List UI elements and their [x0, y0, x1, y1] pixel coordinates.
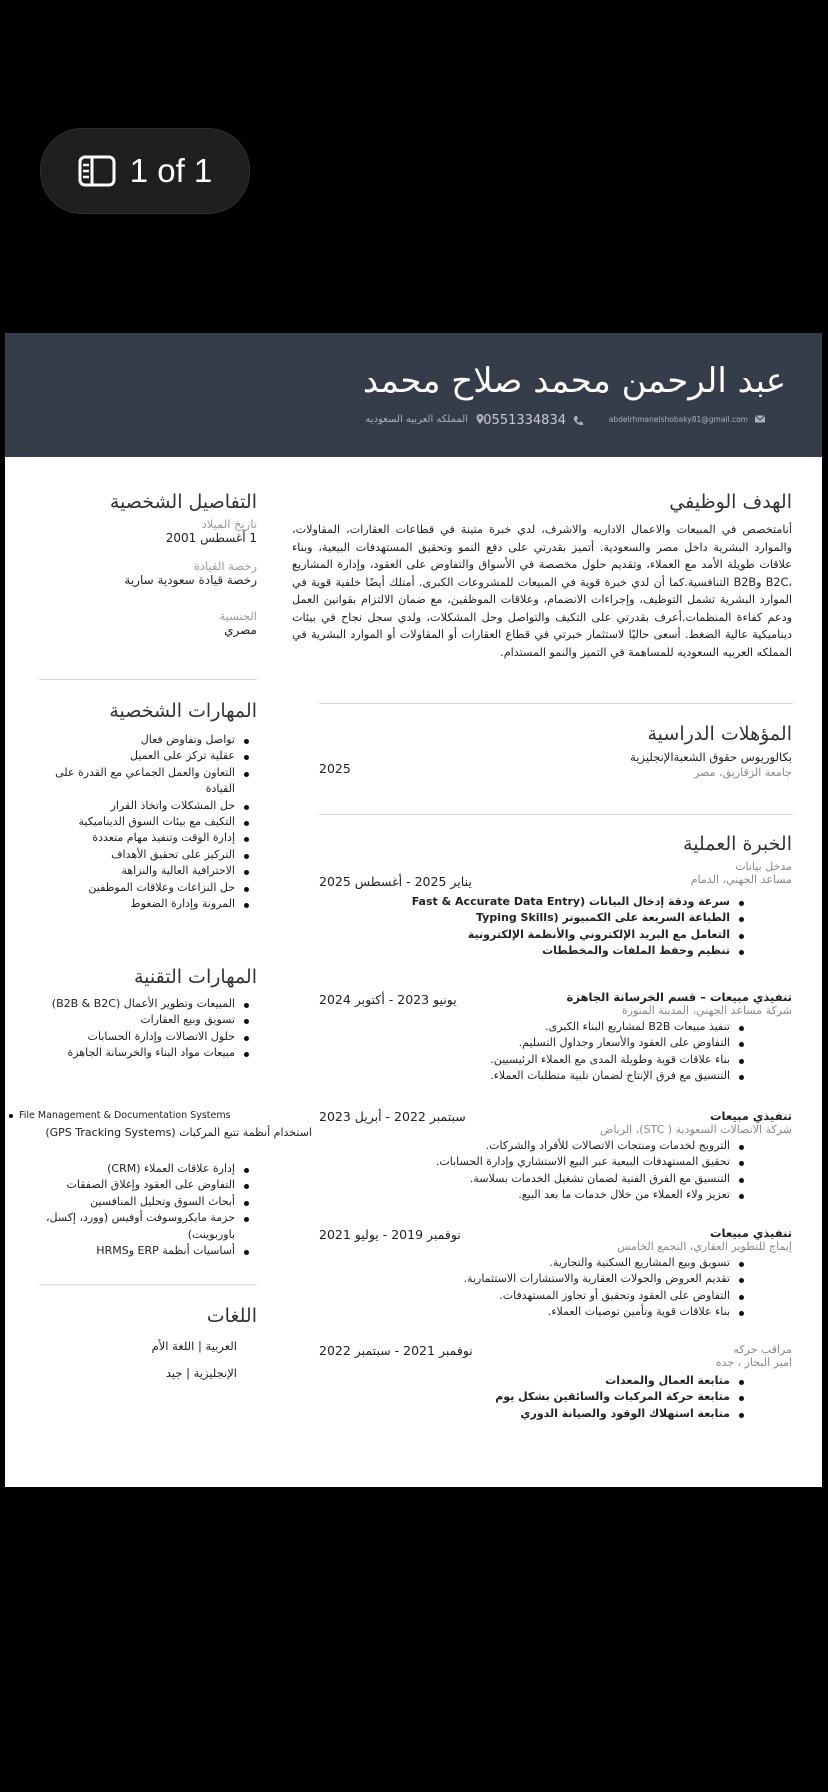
job-role: تنفيذي مبيعات: [709, 1226, 792, 1240]
divider: [319, 814, 793, 815]
job-company: مساعد الجهني، الدمام: [690, 873, 792, 886]
job-role: تنفيذي مبيعات – قسم الخرسانة الجاهزة: [566, 990, 792, 1004]
job-bullets: [292, 894, 792, 960]
job-company: إيماج للتطوير العقاري، التجمع الخامس: [617, 1240, 792, 1253]
list-item: متابعة العمال والمعدات: [292, 1373, 730, 1389]
nationality-label: الجنسية: [219, 609, 257, 623]
job-company: شركة مساعد الجهني، المدينة المنورة: [621, 1004, 792, 1017]
personal-details-section: [39, 491, 257, 637]
list-item: عقلية تركز على العميل: [39, 748, 235, 764]
experience-title-wrap: [292, 833, 792, 855]
page-indicator[interactable]: [40, 128, 250, 214]
list-item: التفاوض على العقود وإغلاق الصفقات: [39, 1177, 235, 1193]
list-item: مبيعات مواد البناء والخرسانة الجاهزة: [39, 1045, 235, 1061]
list-item: حل النزاعات وعلاقات الموظفين: [39, 880, 235, 896]
list-item: تقديم العروض والجولات العقارية والاستشارات الاستثمارية.: [292, 1271, 730, 1287]
list-item: الاحترافية العالية والنزاهة: [39, 863, 235, 879]
experience-title: الخبرة العملية: [683, 833, 792, 855]
list-item: حل المشكلات واتخاذ القرار: [39, 798, 235, 814]
list-item: إدارة الوقت وتنفيذ مهام متعددة: [39, 830, 235, 846]
education-section: [292, 723, 792, 779]
education-school: جامعة الزقازيق، مصر: [694, 766, 792, 779]
location-pin-icon: [474, 413, 486, 425]
job-bullets: [292, 1019, 792, 1085]
list-item: المرونة وإدارة الضغوط: [39, 896, 235, 912]
list-item: التنسيق مع فرق الإنتاج لضمان تلبية متطلبات العملاء.: [292, 1068, 730, 1084]
list-item: التفاوض على العقود والأسعار وجداول التسليم.: [292, 1035, 730, 1051]
list-item: التركيز على تحقيق الأهداف: [39, 847, 235, 863]
resume-document[interactable]: [5, 333, 822, 1487]
envelope-icon: [754, 413, 766, 425]
job-bullets: [292, 1255, 792, 1321]
tech-skills-list-b: [39, 1161, 257, 1259]
objective-title: الهدف الوظيفي: [669, 491, 792, 513]
list-item: الطباعة السريعة على الكمبيوتر (Typing Skills: [292, 910, 730, 926]
gps-skill: استخدام أنظمة تتبع المركبات (GPS Tracking Systems): [45, 1126, 312, 1139]
list-item: بناء علاقات قوية وتأمين توصيات العملاء.: [292, 1304, 730, 1320]
list-item: تواصل وتفاوض فعال: [39, 732, 235, 748]
languages-section: [39, 1305, 257, 1380]
dob-label: تاريخ الميلاد: [201, 517, 257, 531]
contact-phone: 0551334834: [483, 413, 584, 428]
list-item: سرعة ودقة إدخال البيانات (Fast & Accurate Data Entry: [292, 894, 730, 910]
document-pages-icon: [78, 155, 116, 187]
list-item: التعاون والعمل الجماعي مع القدرة على القيادة: [39, 765, 235, 798]
bullet-icon: [9, 1114, 13, 1118]
list-item: تنفيذ مبيعات B2B لمشاريع البناء الكبرى.: [292, 1019, 730, 1035]
objective-text: أنامتخصص في المبيعات والاعمال الاداريه والاشرف، لدي خبرة متينة في قطاعات العقارات، المقاولات، والموارد البشرية داخل مصر والسعودية. أتميز بقدرتي على دفع النمو وتحقيق المستهدفات البيعية، وبناء علاقات طويلة الأمد مع العملاء، وتقديم حلول مخصصة في الأسواق والتفاوض على العقود، وإدارة المشاريع ،B2C وB2B التنافسية.كما أن لدي خبرة قوية في المبيعات للمشروعات الكبرى. أمتلك أيضًا خلفية قوية في الموارد البشرية تشمل التوظيف، وإجراءات الانضمام، وعلاقات الموظفين، مع ضمان الالتزام بقوانين العمل ودعم كفاءة المنظمات.أعرف بقدرتي على التكيف والتواصل وحل المشكلات، ولدي سجل نجاح في بيئات ديناميكية عالية الضغط. أسعى حاليًا لاستثمار خبرتي في قطاع العقارات أو المقاولات أو الموارد البشرية في المملكه العربيه السعوديه للمساهمة في التميز والنمو المستدام.: [292, 523, 792, 659]
job-dates: نوفمبر 2019 - يوليو 2021: [319, 1227, 461, 1242]
tech-skills-list: [39, 996, 257, 1062]
language-item: الإنجليزية | جيد: [165, 1366, 237, 1380]
list-item: الترويج لخدمات ومنتجات الاتصالات للأفراد والشركات.: [292, 1138, 730, 1154]
license-label: رخصة القيادة: [193, 559, 257, 573]
tech-skills-section: [39, 966, 257, 1062]
list-item: حزمة مايكروسوفت أوفيس (وورد، إكسل، باوربوينت): [39, 1210, 235, 1243]
job-company: امير البحار ، جده: [715, 1356, 792, 1369]
soft-skills-title: المهارات الشخصية: [109, 700, 257, 722]
contact-email: abdelrhmanelshobaky81@gmail.com: [609, 413, 766, 425]
list-item: تعزيز ولاء العملاء من خلال خدمات ما بعد البيع.: [292, 1187, 730, 1203]
personal-title: التفاصيل الشخصية: [109, 491, 257, 513]
contact-location: المملكه العربيه السعوديه: [365, 413, 486, 425]
job-dates: يناير 2025 - أغسطس 2025: [319, 874, 472, 889]
job-role: مراقب حركه: [733, 1343, 792, 1356]
divider: [39, 1284, 257, 1285]
job-dates: يونيو 2023 - أكتوبر 2024: [319, 992, 457, 1007]
list-item: أساسيات أنظمة ERP وHRMS: [39, 1243, 235, 1259]
dob-value: 1 أغسطس 2001: [165, 531, 257, 545]
objective-section: [292, 491, 792, 661]
candidate-name: عبد الرحمن محمد صلاح محمد: [362, 361, 786, 401]
list-item: المبيعات وتطوير الأعمال (B2B & B2C): [39, 996, 235, 1012]
list-item: تحقيق المستهدفات البيعية عبر البيع الاستشاري وإدارة الحسابات.: [292, 1154, 730, 1170]
job-bullets: [292, 1373, 792, 1422]
education-year: 2025: [319, 761, 351, 776]
job-dates: نوفمبر 2021 - سبتمبر 2022: [319, 1343, 473, 1358]
list-item: متابعة حركة المركبات والسائقين بشكل يوم: [292, 1389, 730, 1405]
soft-skills-list: [39, 732, 257, 912]
list-item: حلول الاتصالات وإدارة الحسابات: [39, 1029, 235, 1045]
list-item: تنظيم وحفظ الملفات والمخططات: [292, 943, 730, 959]
doc-systems-skill: File Management & Documentation Systems: [9, 1110, 259, 1121]
nationality-value: مصري: [224, 623, 257, 637]
list-item: التعامل مع البريد الإلكتروني والأنظمة الإلكترونية: [292, 927, 730, 943]
resume-header: [5, 333, 822, 457]
education-degree: بكالوريوس حقوق الشعبةالإنجليزية: [630, 750, 792, 764]
list-item: إدارة علاقات العملاء (CRM): [39, 1161, 235, 1177]
job-company: شركة الاتصالات السعودية ( STC)، الرياض: [600, 1123, 792, 1136]
tech-skills-more: [39, 1161, 257, 1259]
list-item: بناء علاقات قوية وطويلة المدى مع العملاء الرئيسيين.: [292, 1052, 730, 1068]
divider: [39, 679, 257, 680]
list-item: أبحاث السوق وتحليل المنافسين: [39, 1194, 235, 1210]
list-item: تسويق وبيع العقارات: [39, 1012, 235, 1028]
page-count-label: 1 of 1: [129, 152, 213, 189]
list-item: متابعة استهلاك الوقود والصيانة الدوري: [292, 1406, 730, 1422]
job-bullets: [292, 1138, 792, 1204]
license-value: رخصة قيادة سعودية سارية: [124, 573, 257, 587]
list-item: التنسيق مع الفرق الفنية لضمان تشغيل الخدمات بسلاسة.: [292, 1171, 730, 1187]
soft-skills-section: [39, 700, 257, 912]
list-item: تسويق وبيع المشاريع السكنية والتجارية.: [292, 1255, 730, 1271]
tech-skills-title: المهارات التقنية: [133, 966, 257, 988]
job-role: مدخل بيانات: [735, 860, 792, 873]
job-dates: سبتمبر 2022 - أبريل 2023: [319, 1109, 466, 1124]
phone-icon: [572, 415, 584, 427]
education-title: المؤهلات الدراسية: [647, 723, 792, 745]
language-item: العربية | اللغة الأم: [151, 1339, 237, 1353]
job-role: تنفيذي مبيعات: [709, 1109, 792, 1123]
list-item: التفاوض على العقود وتحقيق أو تجاوز المستهدفات.: [292, 1288, 730, 1304]
languages-title: اللغات: [206, 1305, 257, 1327]
divider: [319, 703, 793, 704]
list-item: التكيف مع بيئات السوق الديناميكية: [39, 814, 235, 830]
